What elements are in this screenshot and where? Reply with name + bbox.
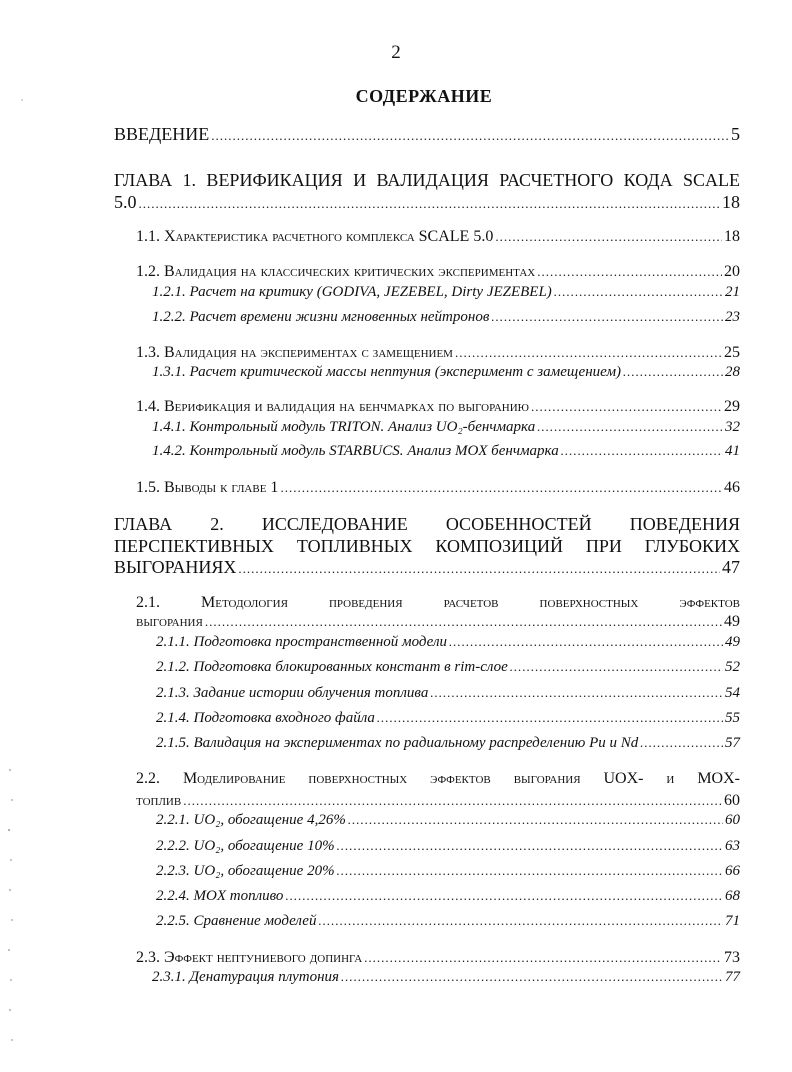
toc-entry-1-4-2[interactable] (152, 443, 740, 460)
toc-entry-text: 2.1.2. Подготовка блокированных констант в rim-слое (156, 659, 508, 675)
dot-leader (554, 284, 723, 300)
dot-leader (285, 888, 723, 904)
toc-entry-page: 28 (725, 364, 740, 380)
dot-leader (561, 443, 723, 459)
toc-entry-text: 2.2.4. MOX топливо (156, 888, 284, 904)
toc-entry-text: 5.0 (114, 192, 137, 212)
toc-entry-text: 2.1.5. Валидация на экспериментах по радиальному распределению Pu и Nd (156, 735, 639, 751)
toc-entry-text: 2.1.1. Подготовка пространственной модели (156, 634, 448, 650)
dot-leader (537, 419, 723, 435)
toc-entry-page: 20 (724, 263, 740, 280)
dot-leader (364, 950, 722, 966)
dot-leader (455, 345, 722, 361)
toc-entry-page: 54 (725, 685, 740, 701)
toc-entry-page: 5 (731, 124, 740, 144)
toc-entry-text: топлив (136, 792, 182, 809)
toc-entry-2-1[interactable] (136, 613, 740, 631)
toc-entry-chapter-2[interactable] (114, 557, 740, 578)
toc-entry-2-2-2[interactable] (156, 838, 740, 855)
dot-leader (280, 480, 722, 496)
toc-entry-1-4[interactable] (136, 398, 740, 416)
toc-entry-1-1[interactable] (136, 228, 740, 246)
toc-entry-page: 49 (725, 634, 740, 650)
toc-entry-text: 1.4.1. Контрольный модуль TRITON. Анализ UO₂-бенчмарка (152, 419, 536, 435)
toc-entry-page: 52 (725, 659, 740, 675)
dot-leader (211, 128, 729, 144)
dot-leader (139, 196, 721, 212)
scan-specks-decoration (0, 0, 30, 1072)
toc-entry-text: ВЫГОРАНИЯХ (114, 557, 237, 577)
toc-entry-text: 1.4.2. Контрольный модуль STARBUCS. Анализ MOX бенчмарка (152, 443, 559, 459)
toc-entry-2-2-1[interactable] (156, 812, 740, 829)
toc-entry-page: 18 (722, 192, 740, 212)
toc-entry-page: 55 (725, 710, 740, 726)
dot-leader (640, 735, 723, 751)
toc-entry-2-1-2[interactable] (156, 659, 740, 676)
toc-entry-text: 2.1.3. Задание истории облучения топлива (156, 685, 429, 701)
dot-leader (495, 229, 722, 245)
dot-leader (623, 364, 723, 380)
toc-entry-intro[interactable] (114, 124, 740, 145)
toc-entry-text: 1.4. Верификация и валидация на бенчмарках по выгоранию (136, 398, 529, 415)
toc-entry-2-2-5[interactable] (156, 913, 740, 930)
toc-entry-page: 23 (725, 309, 740, 325)
toc-entry-2-1-3[interactable] (156, 685, 740, 702)
dot-leader (537, 264, 722, 280)
toc-entry-2-2-4[interactable] (156, 888, 740, 905)
dot-leader (510, 659, 723, 675)
toc-entry-page: 60 (724, 792, 740, 809)
toc-section-2-2-line[interactable]: 2.2. Моделирование поверхностных эффектов выгорания UOX- и MOX- (136, 770, 740, 787)
dot-leader (337, 863, 723, 879)
toc-entry-2-3[interactable] (136, 949, 740, 967)
toc-entry-text: 1.2. Валидация на классических критических экспериментах (136, 263, 536, 280)
toc-entry-page: 57 (725, 735, 740, 751)
toc-entry-page: 63 (725, 838, 740, 854)
dot-leader (183, 793, 722, 809)
toc-entry-text: 2.2.1. UO₂, обогащение 4,26% (156, 812, 346, 828)
toc-entry-text: 1.1. Характеристика расчетного комплекса SCALE 5.0 (136, 228, 494, 245)
toc-entry-page: 66 (725, 863, 740, 879)
dot-leader (337, 838, 723, 854)
toc-entry-text: 1.2.2. Расчет времени жизни мгновенных нейтронов (152, 309, 490, 325)
toc-entry-page: 77 (725, 969, 740, 985)
toc-entry-page: 68 (725, 888, 740, 904)
toc-entry-2-1-4[interactable] (156, 710, 740, 727)
toc-entry-1-3-1[interactable] (152, 364, 740, 381)
toc-entry-text: 2.2.2. UO₂, обогащение 10% (156, 838, 335, 854)
toc-entry-chapter-1[interactable] (114, 192, 740, 213)
toc-entry-text: 2.2.3. UO₂, обогащение 20% (156, 863, 335, 879)
dot-leader (341, 969, 723, 985)
toc-entry-page: 32 (725, 419, 740, 435)
toc-entry-page: 47 (722, 557, 740, 577)
toc-entry-text: 1.2.1. Расчет на критику (GODIVA, JEZEBEL, Dirty JEZEBEL) (152, 284, 552, 300)
toc-entry-page: 21 (725, 284, 740, 300)
toc-entry-page: 46 (724, 479, 740, 496)
toc-entry-page: 60 (725, 812, 740, 828)
dot-leader (238, 561, 720, 577)
toc-entry-page: 25 (724, 344, 740, 361)
dot-leader (531, 399, 722, 415)
toc-entry-page: 73 (724, 949, 740, 966)
toc-entry-page: 41 (725, 443, 740, 459)
toc-entry-text: 2.1.4. Подготовка входного файла (156, 710, 375, 726)
toc-entry-text: 1.3.1. Расчет критической массы нептуния (эксперимент с замещением) (152, 364, 622, 380)
dot-leader (430, 685, 723, 701)
toc-entry-page: 71 (725, 913, 740, 929)
dot-leader (449, 634, 723, 650)
toc-entry-text: 2.3. Эффект нептуниевого допинга (136, 949, 363, 966)
dot-leader (318, 913, 723, 929)
dot-leader (205, 614, 722, 630)
toc-entry-text: выгорания (136, 613, 203, 630)
toc-section-2-1-line[interactable]: 2.1. Методология проведения расчетов поверхностных эффектов (136, 594, 740, 611)
toc-entry-2-1-5[interactable] (156, 735, 740, 752)
toc-entry-text: ВВЕДЕНИЕ (114, 124, 210, 144)
toc-chapter-2-line-2[interactable]: ПЕРСПЕКТИВНЫХ ТОПЛИВНЫХ КОМПОЗИЦИЙ ПРИ ГЛУБОКИХ (114, 536, 740, 556)
page-title: СОДЕРЖАНИЕ (355, 86, 493, 106)
toc-entry-text: 1.3. Валидация на экспериментах с замещением (136, 344, 453, 361)
toc-entry-1-4-1[interactable] (152, 419, 740, 436)
page-number: 2 (391, 42, 401, 63)
toc-entry-2-2-3[interactable] (156, 863, 740, 880)
toc-entry-text: 1.5. Выводы к главе 1 (136, 479, 279, 496)
dot-leader (491, 309, 723, 325)
dot-leader (348, 812, 723, 828)
toc-entry-1-5[interactable] (136, 479, 740, 497)
toc-entry-2-3-1[interactable] (152, 969, 740, 986)
toc-entry-text: 2.2.5. Сравнение моделей (156, 913, 317, 929)
toc-entry-2-1-1[interactable] (156, 634, 740, 651)
toc-chapter-1-line[interactable]: ГЛАВА 1. ВЕРИФИКАЦИЯ И ВАЛИДАЦИЯ РАСЧЕТНОГО КОДА SCALE (114, 170, 740, 190)
toc-entry-page: 18 (724, 228, 740, 245)
toc-entry-1-2-2[interactable] (152, 309, 740, 326)
toc-entry-1-3[interactable] (136, 344, 740, 362)
toc-entry-text: 2.3.1. Денатурация плутония (152, 969, 340, 985)
toc-chapter-2-line-1[interactable]: ГЛАВА 2. ИССЛЕДОВАНИЕ ОСОБЕННОСТЕЙ ПОВЕДЕНИЯ (114, 514, 740, 534)
toc-entry-1-2[interactable] (136, 263, 740, 281)
toc-entry-page: 49 (724, 613, 740, 630)
toc-entry-page: 29 (724, 398, 740, 415)
dot-leader (377, 710, 723, 726)
toc-entry-2-2[interactable] (136, 792, 740, 810)
toc-entry-1-2-1[interactable] (152, 284, 740, 301)
